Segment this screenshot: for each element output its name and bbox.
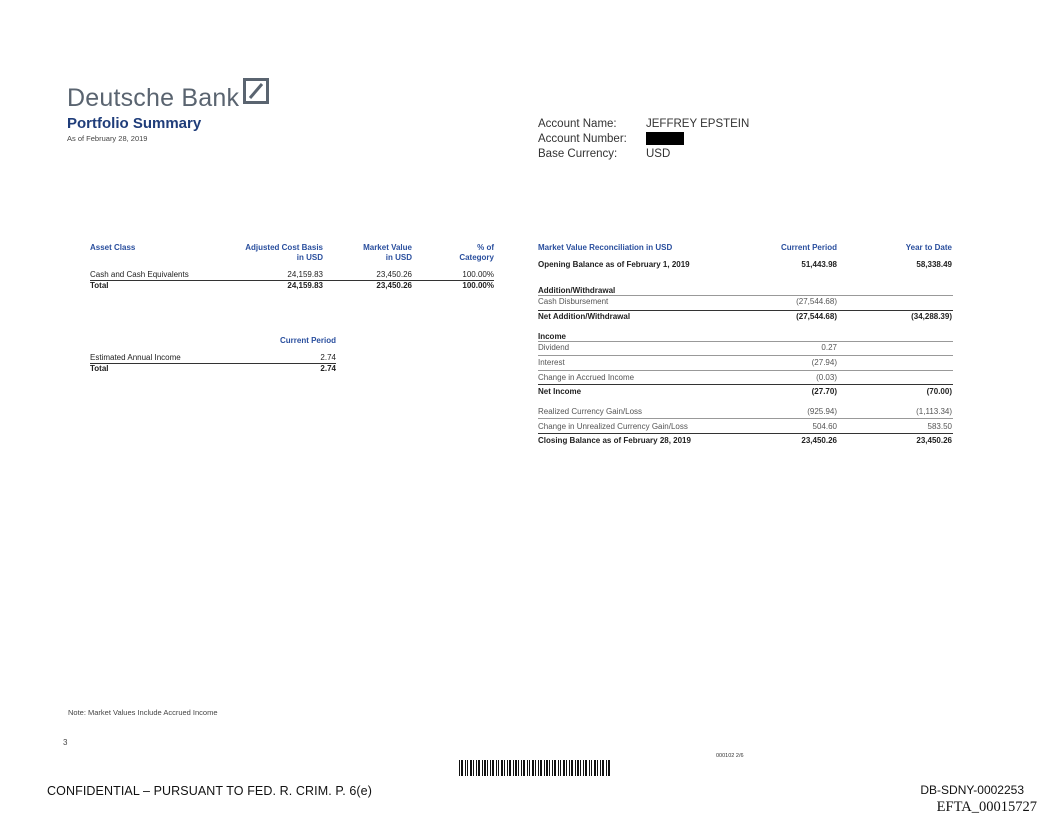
dividend-current: 0.27 — [821, 343, 837, 352]
bates-number-sdny: DB-SDNY-0002253 — [920, 783, 1024, 797]
income-heading: Income — [538, 332, 567, 341]
asset-row-pct: 100.00% — [462, 270, 494, 279]
asset-row-label: Cash and Cash Equivalents — [90, 270, 189, 279]
account-info — [538, 117, 749, 162]
recon-ytd-header: Year to Date — [905, 243, 952, 252]
opening-balance-label: Opening Balance as of February 1, 2019 — [538, 260, 690, 269]
page-title: Portfolio Summary — [67, 115, 202, 132]
divider — [538, 418, 953, 419]
realized-fx-ytd: (1,113.34) — [916, 407, 952, 416]
deutsche-bank-logo-icon — [243, 78, 269, 104]
cash-disbursement-current: (27,544.68) — [796, 297, 837, 306]
closing-balance-label: Closing Balance as of February 28, 2019 — [538, 436, 691, 445]
asset-total-market: 23,450.26 — [376, 281, 412, 290]
as-of-date: As of February 28, 2019 — [67, 134, 148, 143]
asset-class-header: Asset Class — [90, 243, 136, 252]
income-total-label: Total — [90, 364, 109, 373]
asset-total-cost: 24,159.83 — [287, 281, 323, 290]
accrued-income-current: (0.03) — [816, 373, 837, 382]
net-addition-withdrawal-current: (27,544.68) — [796, 312, 837, 321]
divider — [538, 310, 953, 311]
divider — [538, 433, 953, 434]
net-addition-withdrawal-label: Net Addition/Withdrawal — [538, 312, 631, 321]
asset-total-pct: 100.00% — [462, 281, 494, 290]
divider — [538, 355, 953, 356]
market-value-header: Market Value in USD — [363, 243, 412, 262]
confidentiality-notice: CONFIDENTIAL – PURSUANT TO FED. R. CRIM. P. 6(e) — [47, 784, 372, 798]
recon-title: Market Value Reconciliation in USD — [538, 243, 673, 252]
accrued-income-label: Change in Accrued Income — [538, 373, 635, 382]
recon-current-header: Current Period — [780, 243, 837, 252]
closing-balance-ytd: 23,450.26 — [916, 436, 952, 445]
account-name-value: JEFFREY EPSTEIN — [646, 118, 750, 130]
asset-total-label: Total — [90, 281, 109, 290]
divider — [538, 384, 953, 385]
divider — [90, 363, 336, 364]
realized-fx-current: (925.94) — [807, 407, 837, 416]
unrealized-fx-label: Change in Unrealized Currency Gain/Loss — [538, 422, 688, 431]
interest-current: (27.94) — [811, 358, 837, 367]
unrealized-fx-ytd: 583.50 — [927, 422, 952, 431]
income-total-value: 2.74 — [320, 364, 336, 373]
net-income-label: Net Income — [538, 387, 582, 396]
income-row-value: 2.74 — [320, 353, 336, 362]
divider — [538, 370, 953, 371]
net-addition-withdrawal-ytd: (34,288.39) — [911, 312, 952, 321]
asset-row-market: 23,450.26 — [376, 270, 412, 279]
addition-withdrawal-heading: Addition/Withdrawal — [538, 286, 616, 295]
redaction-box — [646, 132, 684, 145]
barcode-icon — [459, 760, 611, 781]
dividend-label: Dividend — [538, 343, 570, 352]
base-currency-value: USD — [646, 148, 671, 160]
closing-balance-current: 23,450.26 — [801, 436, 837, 445]
base-currency-label: Base Currency: — [538, 148, 618, 160]
divider — [538, 341, 953, 342]
account-name-label: Account Name: — [538, 118, 617, 130]
document-code: 000102 2/6 — [716, 753, 744, 759]
account-number-label: Account Number: — [538, 133, 627, 145]
brand-name: Deutsche Bank — [67, 84, 240, 112]
income-row-label: Estimated Annual Income — [90, 353, 181, 362]
unrealized-fx-current: 504.60 — [812, 422, 837, 431]
page-number: 3 — [63, 738, 68, 747]
footnote: Note: Market Values Include Accrued Income — [68, 708, 218, 717]
income-current-period-header: Current Period — [279, 336, 336, 345]
bates-number-efta: EFTA_00015727 — [936, 799, 1037, 815]
divider — [538, 295, 953, 296]
net-income-current: (27.70) — [811, 387, 837, 396]
realized-fx-label: Realized Currency Gain/Loss — [538, 407, 643, 416]
interest-label: Interest — [538, 358, 565, 367]
opening-balance-ytd: 58,338.49 — [916, 260, 952, 269]
cost-basis-header: Adjusted Cost Basis in USD — [245, 243, 323, 262]
net-income-ytd: (70.00) — [926, 387, 952, 396]
asset-row-cost: 24,159.83 — [287, 270, 323, 279]
cash-disbursement-label: Cash Disbursement — [538, 297, 609, 306]
pct-category-header: % of Category — [459, 243, 494, 262]
opening-balance-current: 51,443.98 — [801, 260, 837, 269]
